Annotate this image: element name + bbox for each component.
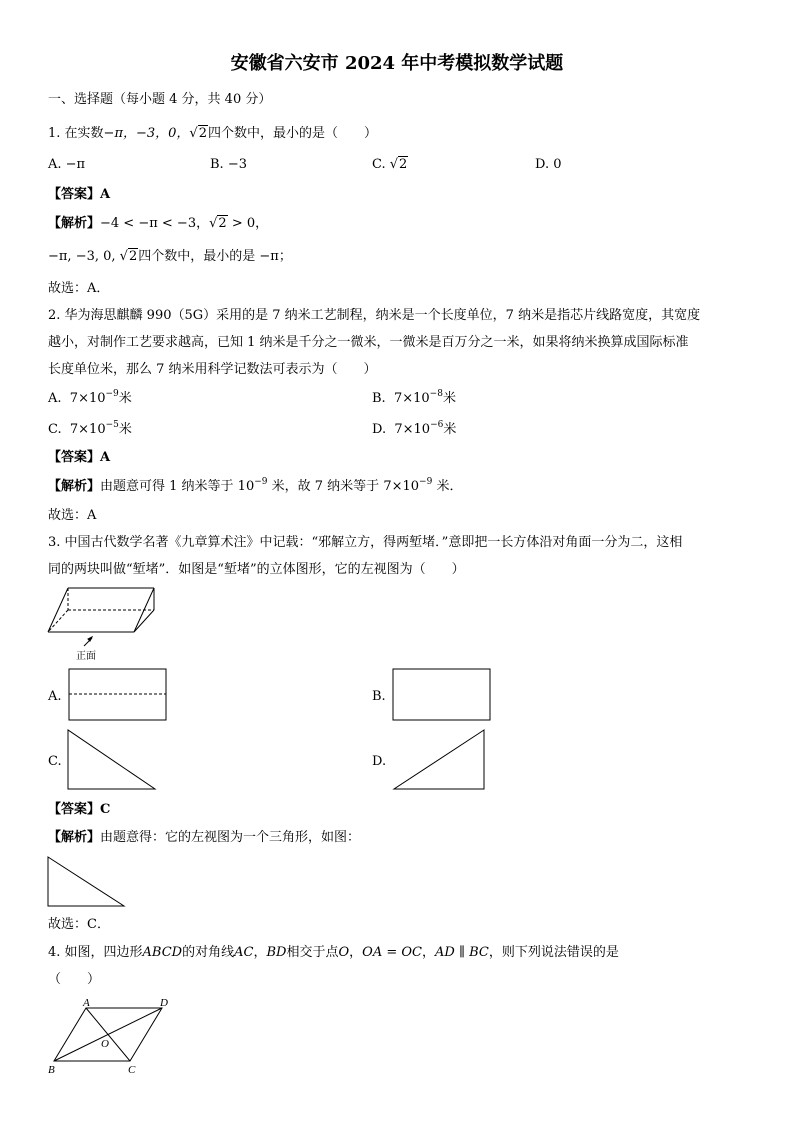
q1-stem-vals: −π，−3，0， bbox=[103, 126, 190, 141]
q4-ac: AC bbox=[234, 945, 254, 960]
q2-option-a-label: A. bbox=[48, 391, 62, 406]
q3-option-c-label: C. bbox=[48, 754, 62, 769]
q2-stem-line1: 2. 华为海思麒麟 990（5G）采用的是 7 纳米工艺制程，纳米是一个长度单位，7 纳米是指芯片线路宽度，其宽度 bbox=[48, 308, 701, 323]
q4-bd: BD bbox=[266, 945, 287, 960]
q2-option-c-exp: −5 bbox=[105, 420, 119, 430]
q1-analysis-1-sqrt: √2 bbox=[209, 216, 227, 231]
q3-option-a-label: A. bbox=[48, 689, 62, 704]
q2-option-d-unit: 米 bbox=[443, 422, 457, 437]
q2-analysis-label: 【解析】 bbox=[48, 479, 101, 494]
q2-option-a-unit: 米 bbox=[118, 391, 132, 406]
q1-stem-post: 四个数中，最小的是（ ） bbox=[208, 126, 378, 141]
q1-option-b: B. −3 bbox=[210, 157, 247, 172]
q2-conclusion: 故选：A bbox=[48, 508, 97, 523]
prism-edges bbox=[48, 588, 154, 632]
vertex-label-c: C bbox=[128, 1064, 136, 1076]
q2-stem-line2: 越小，对制作工艺要求越高，已知 1 纳米是千分之一微米，一微米是百万分之一米，如果将纳米换算成国际标准 bbox=[48, 335, 689, 350]
q2-option-a-base: 7×10 bbox=[69, 391, 106, 406]
point-label-o: O bbox=[101, 1038, 109, 1050]
vertex-label-a: A bbox=[83, 997, 90, 1009]
q2-stem-line3: 长度单位米，那么 7 纳米用科学记数法可表示为（ ） bbox=[48, 362, 377, 377]
section-heading: 一、选择题（每小题 4 分，共 40 分） bbox=[48, 92, 272, 107]
q4-quad: ABCD bbox=[142, 945, 183, 960]
q2-analysis-b: 米，故 7 纳米等于 7×10 bbox=[267, 479, 420, 494]
q3-option-c-figure bbox=[66, 728, 158, 792]
q2-analysis-c: 米． bbox=[432, 479, 463, 494]
q2-option-c-label: C. bbox=[48, 422, 62, 437]
q1-analysis-label: 【解析】 bbox=[48, 216, 101, 231]
vertex-label-d: D bbox=[160, 997, 168, 1009]
q2-analysis-exp1: −9 bbox=[254, 477, 268, 487]
q2-option-c-base: 7×10 bbox=[69, 422, 106, 437]
q3-stem-line1: 3. 中国古代数学名著《九章算术注》中记载：“邪解立方，得两堑堵．”意即把一长方体沿对角面一分为二，这相 bbox=[48, 535, 683, 550]
q1-answer: 【答案】A bbox=[48, 187, 111, 202]
q4-stem-line2: （ ） bbox=[48, 972, 101, 987]
q2-analysis bbox=[48, 478, 462, 496]
q1-analysis-2-post: 四个数中，最小的是 −π； bbox=[138, 249, 292, 264]
page-title: 安徽省六安市 2024 年中考模拟数学试题 bbox=[230, 53, 564, 74]
q2-option-b-base: 7×10 bbox=[393, 391, 430, 406]
q1-analysis-1-end: > 0， bbox=[227, 216, 269, 231]
q2-option-d bbox=[372, 421, 456, 439]
q2-analysis-exp2: −9 bbox=[419, 477, 433, 487]
q2-option-b bbox=[372, 390, 456, 408]
q4-stem-pre: 4. 如图，四边形 bbox=[48, 945, 143, 960]
q3-option-d-figure bbox=[392, 728, 487, 792]
q2-option-a-exp: −9 bbox=[105, 389, 119, 399]
q3-answer: 【答案】C bbox=[48, 802, 111, 817]
q2-option-d-base: 7×10 bbox=[394, 422, 431, 437]
q2-analysis-a: 由题意可得 1 纳米等于 10 bbox=[100, 479, 255, 494]
q1-option-c-sqrt: √2 bbox=[389, 157, 408, 172]
vertex-label-b: B bbox=[48, 1064, 55, 1076]
q3-option-d-label: D. bbox=[372, 754, 387, 769]
q4-par: AD ∥ BC bbox=[435, 945, 489, 960]
q2-option-c bbox=[48, 421, 132, 439]
q3-analysis-text: 由题意得：它的左视图为一个三角形，如图： bbox=[100, 830, 361, 845]
q3-conclusion: 故选：C． bbox=[48, 917, 110, 932]
q4-stem-post: ，则下列说法错误的是 bbox=[488, 945, 619, 960]
q1-analysis-2 bbox=[48, 248, 292, 266]
q1-option-a: A. −π bbox=[48, 157, 86, 172]
q1-option-c bbox=[372, 156, 408, 174]
triangle-c bbox=[68, 730, 155, 789]
q1-option-d: D. 0 bbox=[535, 157, 562, 172]
q1-analysis-2-radicand: 2 bbox=[128, 249, 138, 264]
q1-stem-pre: 1. 在实数 bbox=[48, 126, 104, 141]
q4-o: O bbox=[338, 945, 350, 960]
q1-option-c-radicand: 2 bbox=[399, 157, 408, 172]
q2-option-b-exp: −8 bbox=[429, 389, 443, 399]
q2-option-d-exp: −6 bbox=[430, 420, 444, 430]
q1-analysis-2-pre: −π, −3, 0, bbox=[48, 249, 120, 264]
q1-stem-sqrt: √2 bbox=[189, 126, 207, 141]
q1-analysis-2-sqrt: √2 bbox=[119, 249, 138, 264]
q2-option-b-unit: 米 bbox=[442, 391, 456, 406]
q1-analysis-1-radicand: 2 bbox=[218, 216, 227, 231]
q3-stem-line2: 同的两块叫做“堑堵”．如图是“堑堵”的立体图形，它的左视图为（ ） bbox=[48, 562, 465, 577]
q2-option-a bbox=[48, 390, 132, 408]
q2-answer: 【答案】A bbox=[48, 450, 111, 465]
q1-conclusion: 故选：A． bbox=[48, 281, 110, 296]
q4-stem-mid1: 的对角线 bbox=[182, 945, 235, 960]
q1-stem-sqrt-radicand: 2 bbox=[198, 126, 207, 141]
q2-option-c-unit: 米 bbox=[118, 422, 132, 437]
q3-option-b-figure bbox=[392, 668, 492, 722]
q3-analysis bbox=[48, 829, 360, 847]
triangle-analysis bbox=[48, 857, 124, 906]
q3-option-a-figure bbox=[68, 668, 168, 722]
rectangle-b bbox=[393, 669, 490, 720]
q2-option-b-label: B. bbox=[372, 391, 386, 406]
q1-analysis-1 bbox=[48, 215, 268, 233]
q1-option-c-label: C. bbox=[372, 157, 390, 172]
q3-option-b-label: B. bbox=[372, 689, 386, 704]
q1-analysis-1-text: −4 < −π < −3， bbox=[100, 216, 210, 231]
q1-stem bbox=[48, 125, 377, 143]
q3-analysis-label: 【解析】 bbox=[48, 830, 101, 845]
front-arrow bbox=[84, 637, 92, 646]
qiandu-3d-figure bbox=[44, 584, 164, 662]
q4-stem-mid4: ， bbox=[349, 945, 363, 960]
q4-parallelogram-figure bbox=[44, 994, 180, 1076]
q3-analysis-figure bbox=[46, 855, 128, 909]
triangle-d bbox=[394, 730, 484, 789]
q2-option-d-label: D. bbox=[372, 422, 387, 437]
q4-stem-line1 bbox=[48, 944, 619, 962]
q4-stem-mid2: ， bbox=[253, 945, 267, 960]
front-view-label: 正面 bbox=[76, 651, 96, 662]
q4-eq: OA = OC bbox=[362, 945, 422, 960]
q4-stem-mid5: ， bbox=[421, 945, 435, 960]
q4-stem-mid3: 相交于点 bbox=[286, 945, 339, 960]
